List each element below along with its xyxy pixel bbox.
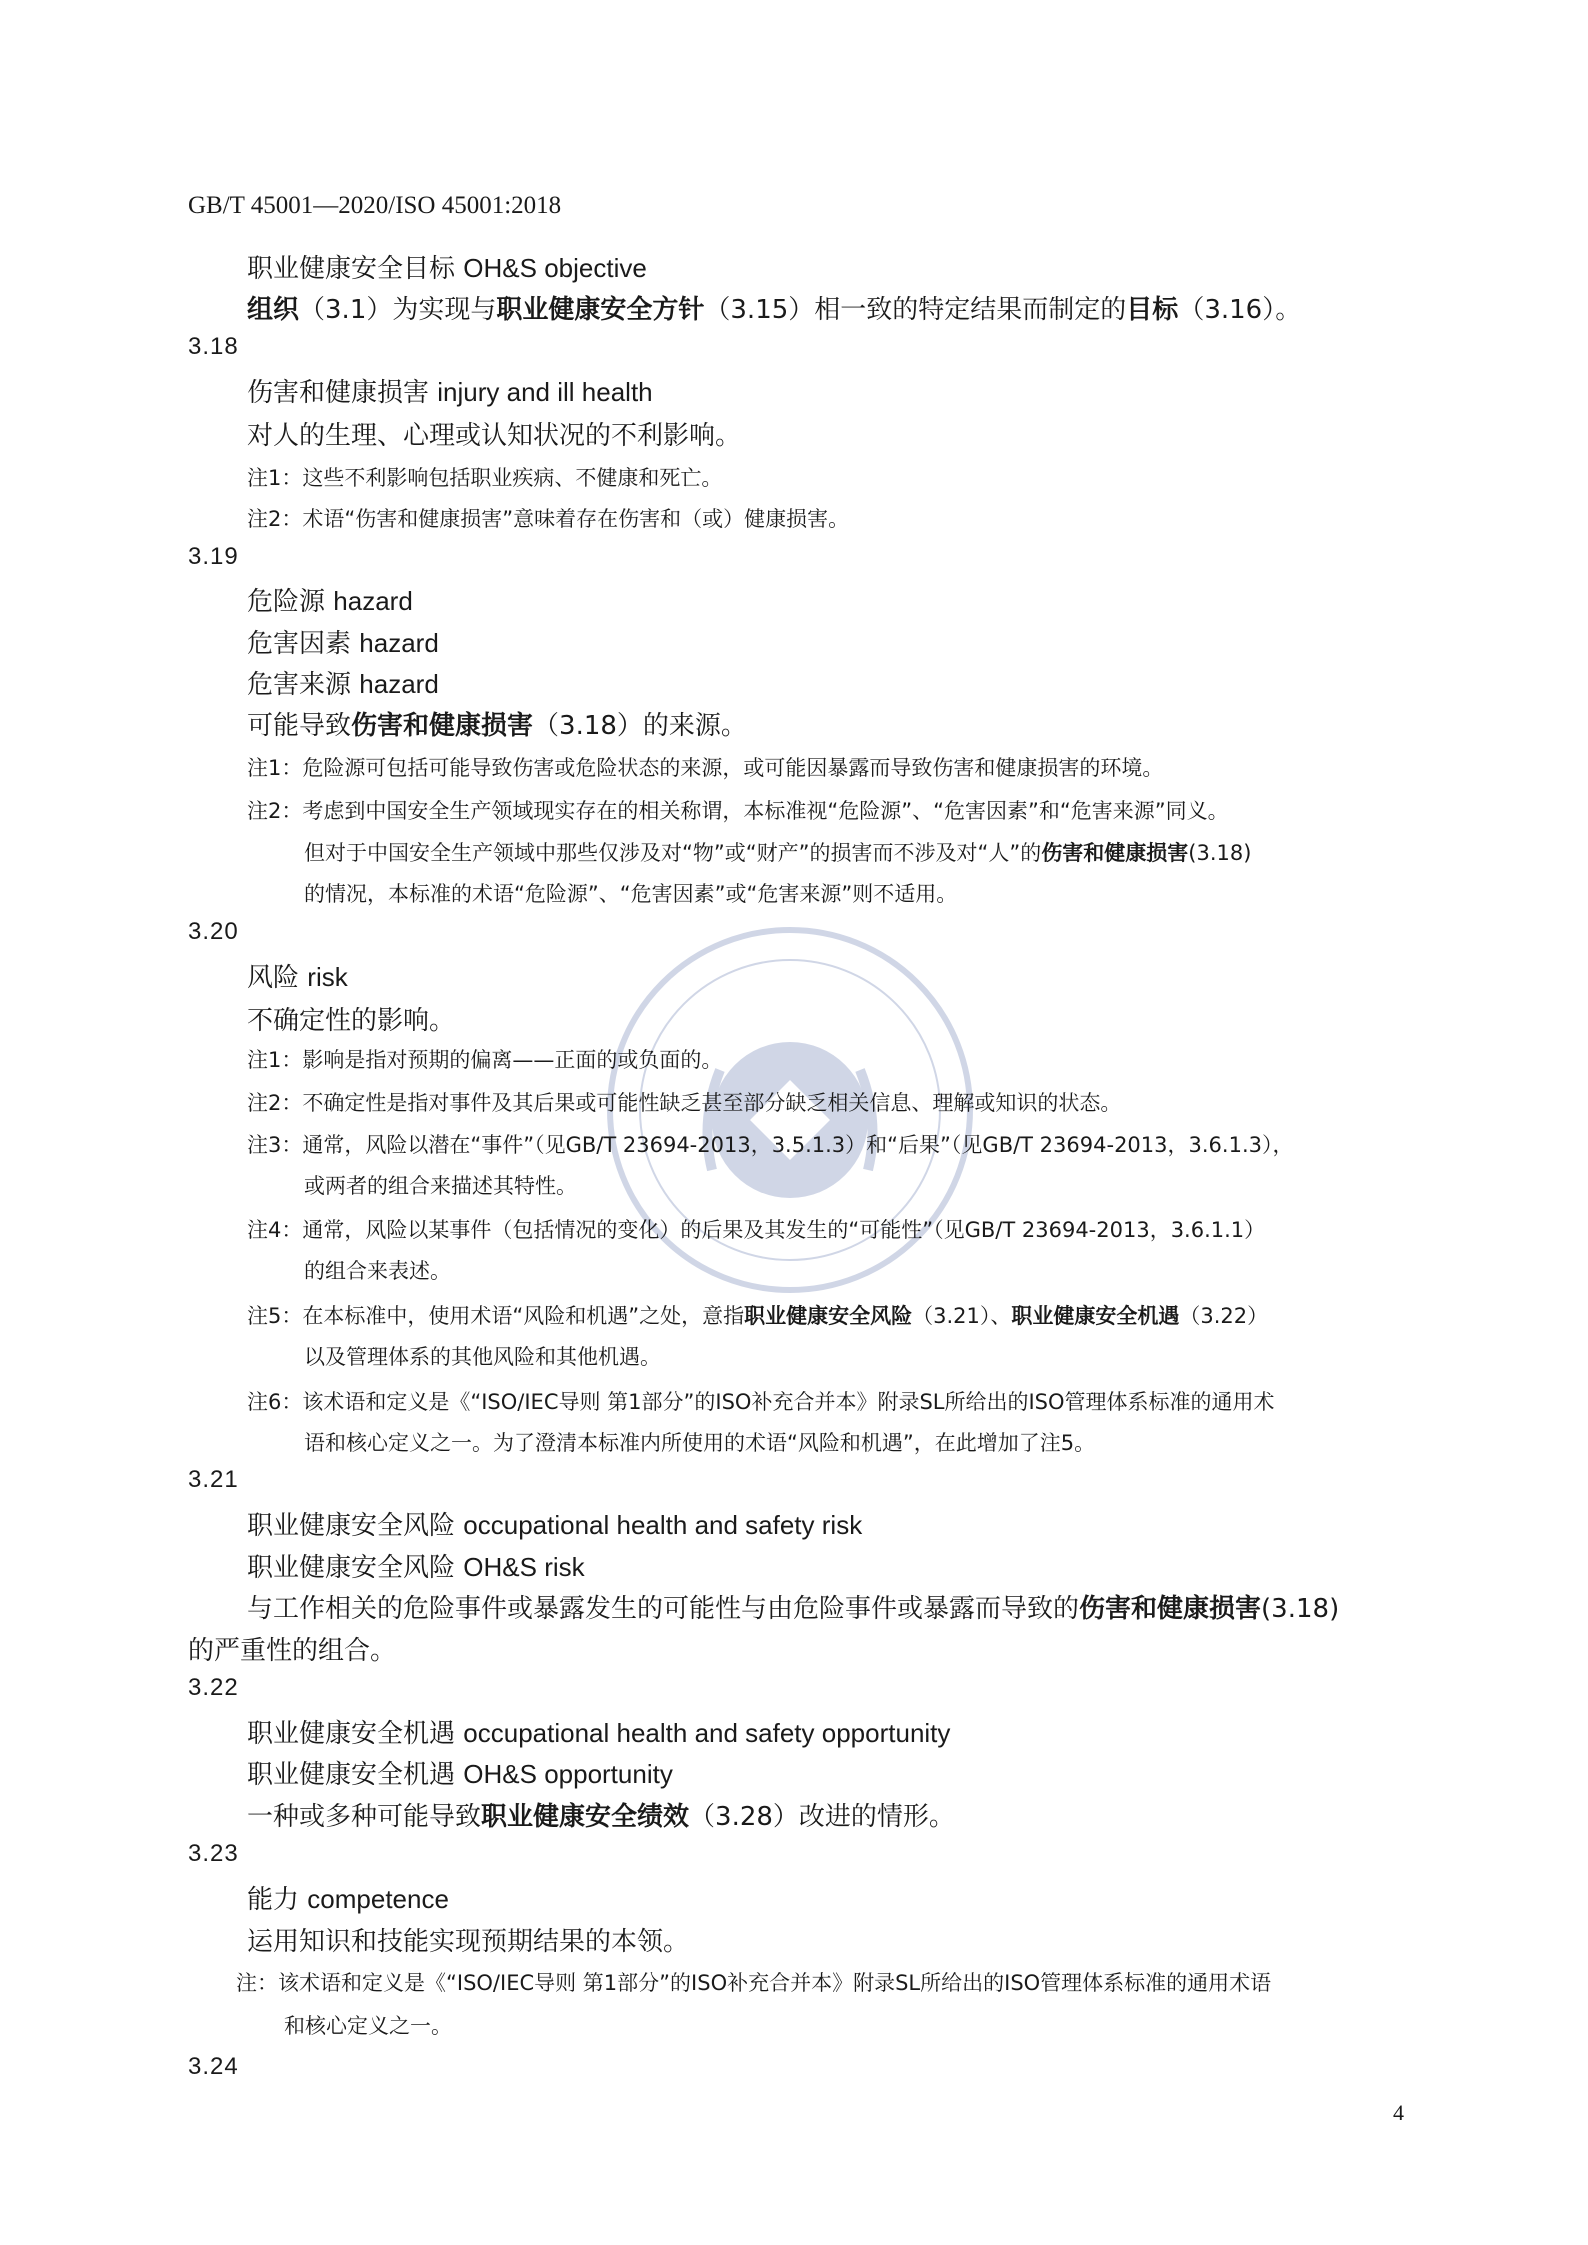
note-line: 注1：危险源可包括可能导致伤害或危险状态的来源，或可能因暴露而导致伤害和健康损害的环境。 <box>247 756 1164 780</box>
term-line: 危害来源 hazard <box>247 669 439 700</box>
definition-line: 不确定性的影响。 <box>247 1006 456 1036</box>
term-line: 能力 competence <box>247 1884 449 1915</box>
note-line: 和核心定义之一。 <box>284 2014 452 2038</box>
definition-line: 与工作相关的危险事件或暴露发生的可能性与由危险事件或暴露而导致的伤害和健康损害(3.18) <box>247 1594 1340 1624</box>
note-line: 或两者的组合来描述其特性。 <box>304 1174 577 1198</box>
term-line: 职业健康安全风险 OH&S risk <box>247 1552 585 1583</box>
definition-line: 可能导致伤害和健康损害（3.18）的来源。 <box>247 711 747 741</box>
note-line: 注1：影响是指对预期的偏离——正面的或负面的。 <box>247 1048 723 1072</box>
term-line: 风险 risk <box>247 962 348 993</box>
term-line: 伤害和健康损害 injury and ill health <box>247 377 653 408</box>
term-line: 职业健康安全目标 OH&S objective <box>247 253 647 284</box>
note-line: 注3：通常，风险以潜在“事件”（见GB/T 23694-2013，3.5.1.3）和“后果”（见GB/T 23694-2013，3.6.1.3）， <box>247 1133 1294 1157</box>
term-line: 危害因素 hazard <box>247 628 439 659</box>
clause-number: 3.24 <box>188 2053 239 2080</box>
clause-number: 3.22 <box>188 1674 239 1701</box>
clause-number: 3.19 <box>188 543 239 570</box>
note-line: 注6：该术语和定义是《“ISO/IEC导则 第1部分”的ISO补充合并本》附录SL所给出的ISO管理体系标准的通用术 <box>247 1390 1275 1414</box>
note-line: 注2：不确定性是指对事件及其后果或可能性缺乏甚至部分缺乏相关信息、理解或知识的状态。 <box>247 1091 1122 1115</box>
note-line: 注：该术语和定义是《“ISO/IEC导则 第1部分”的ISO补充合并本》附录SL所给出的ISO管理体系标准的通用术语 <box>236 1971 1272 1995</box>
note-line: 注5：在本标准中，使用术语“风险和机遇”之处，意指职业健康安全风险（3.21）、职业健康安全机遇（3.22） <box>247 1304 1269 1328</box>
note-line: 语和核心定义之一。为了澄清本标准内所使用的术语“风险和机遇”，在此增加了注5。 <box>304 1431 1096 1455</box>
term-line: 职业健康安全机遇 occupational health and safety opportunity <box>247 1718 951 1749</box>
document-code-header: GB/T 45001—2020/ISO 45001:2018 <box>188 192 562 219</box>
definition-line: 一种或多种可能导致职业健康安全绩效（3.28）改进的情形。 <box>247 1802 955 1832</box>
note-line: 以及管理体系的其他风险和其他机遇。 <box>304 1345 661 1369</box>
clause-number: 3.20 <box>188 918 239 945</box>
term-line: 职业健康安全机遇 OH&S opportunity <box>247 1759 673 1790</box>
definition-line: 组织（3.1）为实现与职业健康安全方针（3.15）相一致的特定结果而制定的目标（3.16）。 <box>247 295 1302 325</box>
note-line: 注4：通常，风险以某事件（包括情况的变化）的后果及其发生的“可能性”（见GB/T 23694-2013，3.6.1.1） <box>247 1218 1266 1242</box>
page-number: 4 <box>1393 2100 1404 2125</box>
note-line: 注2：术语“伤害和健康损害”意味着存在伤害和（或）健康损害。 <box>247 507 850 531</box>
clause-number: 3.18 <box>188 333 239 360</box>
clause-number: 3.21 <box>188 1466 239 1493</box>
note-line: 的组合来表述。 <box>304 1259 451 1283</box>
clause-number: 3.23 <box>188 1840 239 1867</box>
note-line: 的情况，本标准的术语“危险源”、“危害因素”或“危害来源”则不适用。 <box>304 882 958 906</box>
term-line: 危险源 hazard <box>247 586 413 617</box>
definition-line: 的严重性的组合。 <box>188 1636 397 1666</box>
note-line: 但对于中国安全生产领域中那些仅涉及对“物”或“财产”的损害而不涉及对“人”的伤害和健康损害(3.18) <box>304 841 1252 865</box>
definition-line: 对人的生理、心理或认知状况的不利影响。 <box>247 421 742 451</box>
note-line: 注1：这些不利影响包括职业疾病、不健康和死亡。 <box>247 466 723 490</box>
definition-line: 运用知识和技能实现预期结果的本领。 <box>247 1927 690 1957</box>
term-line: 职业健康安全风险 occupational health and safety risk <box>247 1510 863 1541</box>
note-line: 注2：考虑到中国安全生产领域现实存在的相关称谓，本标准视“危险源”、“危害因素”和“危害来源”同义。 <box>247 799 1229 823</box>
